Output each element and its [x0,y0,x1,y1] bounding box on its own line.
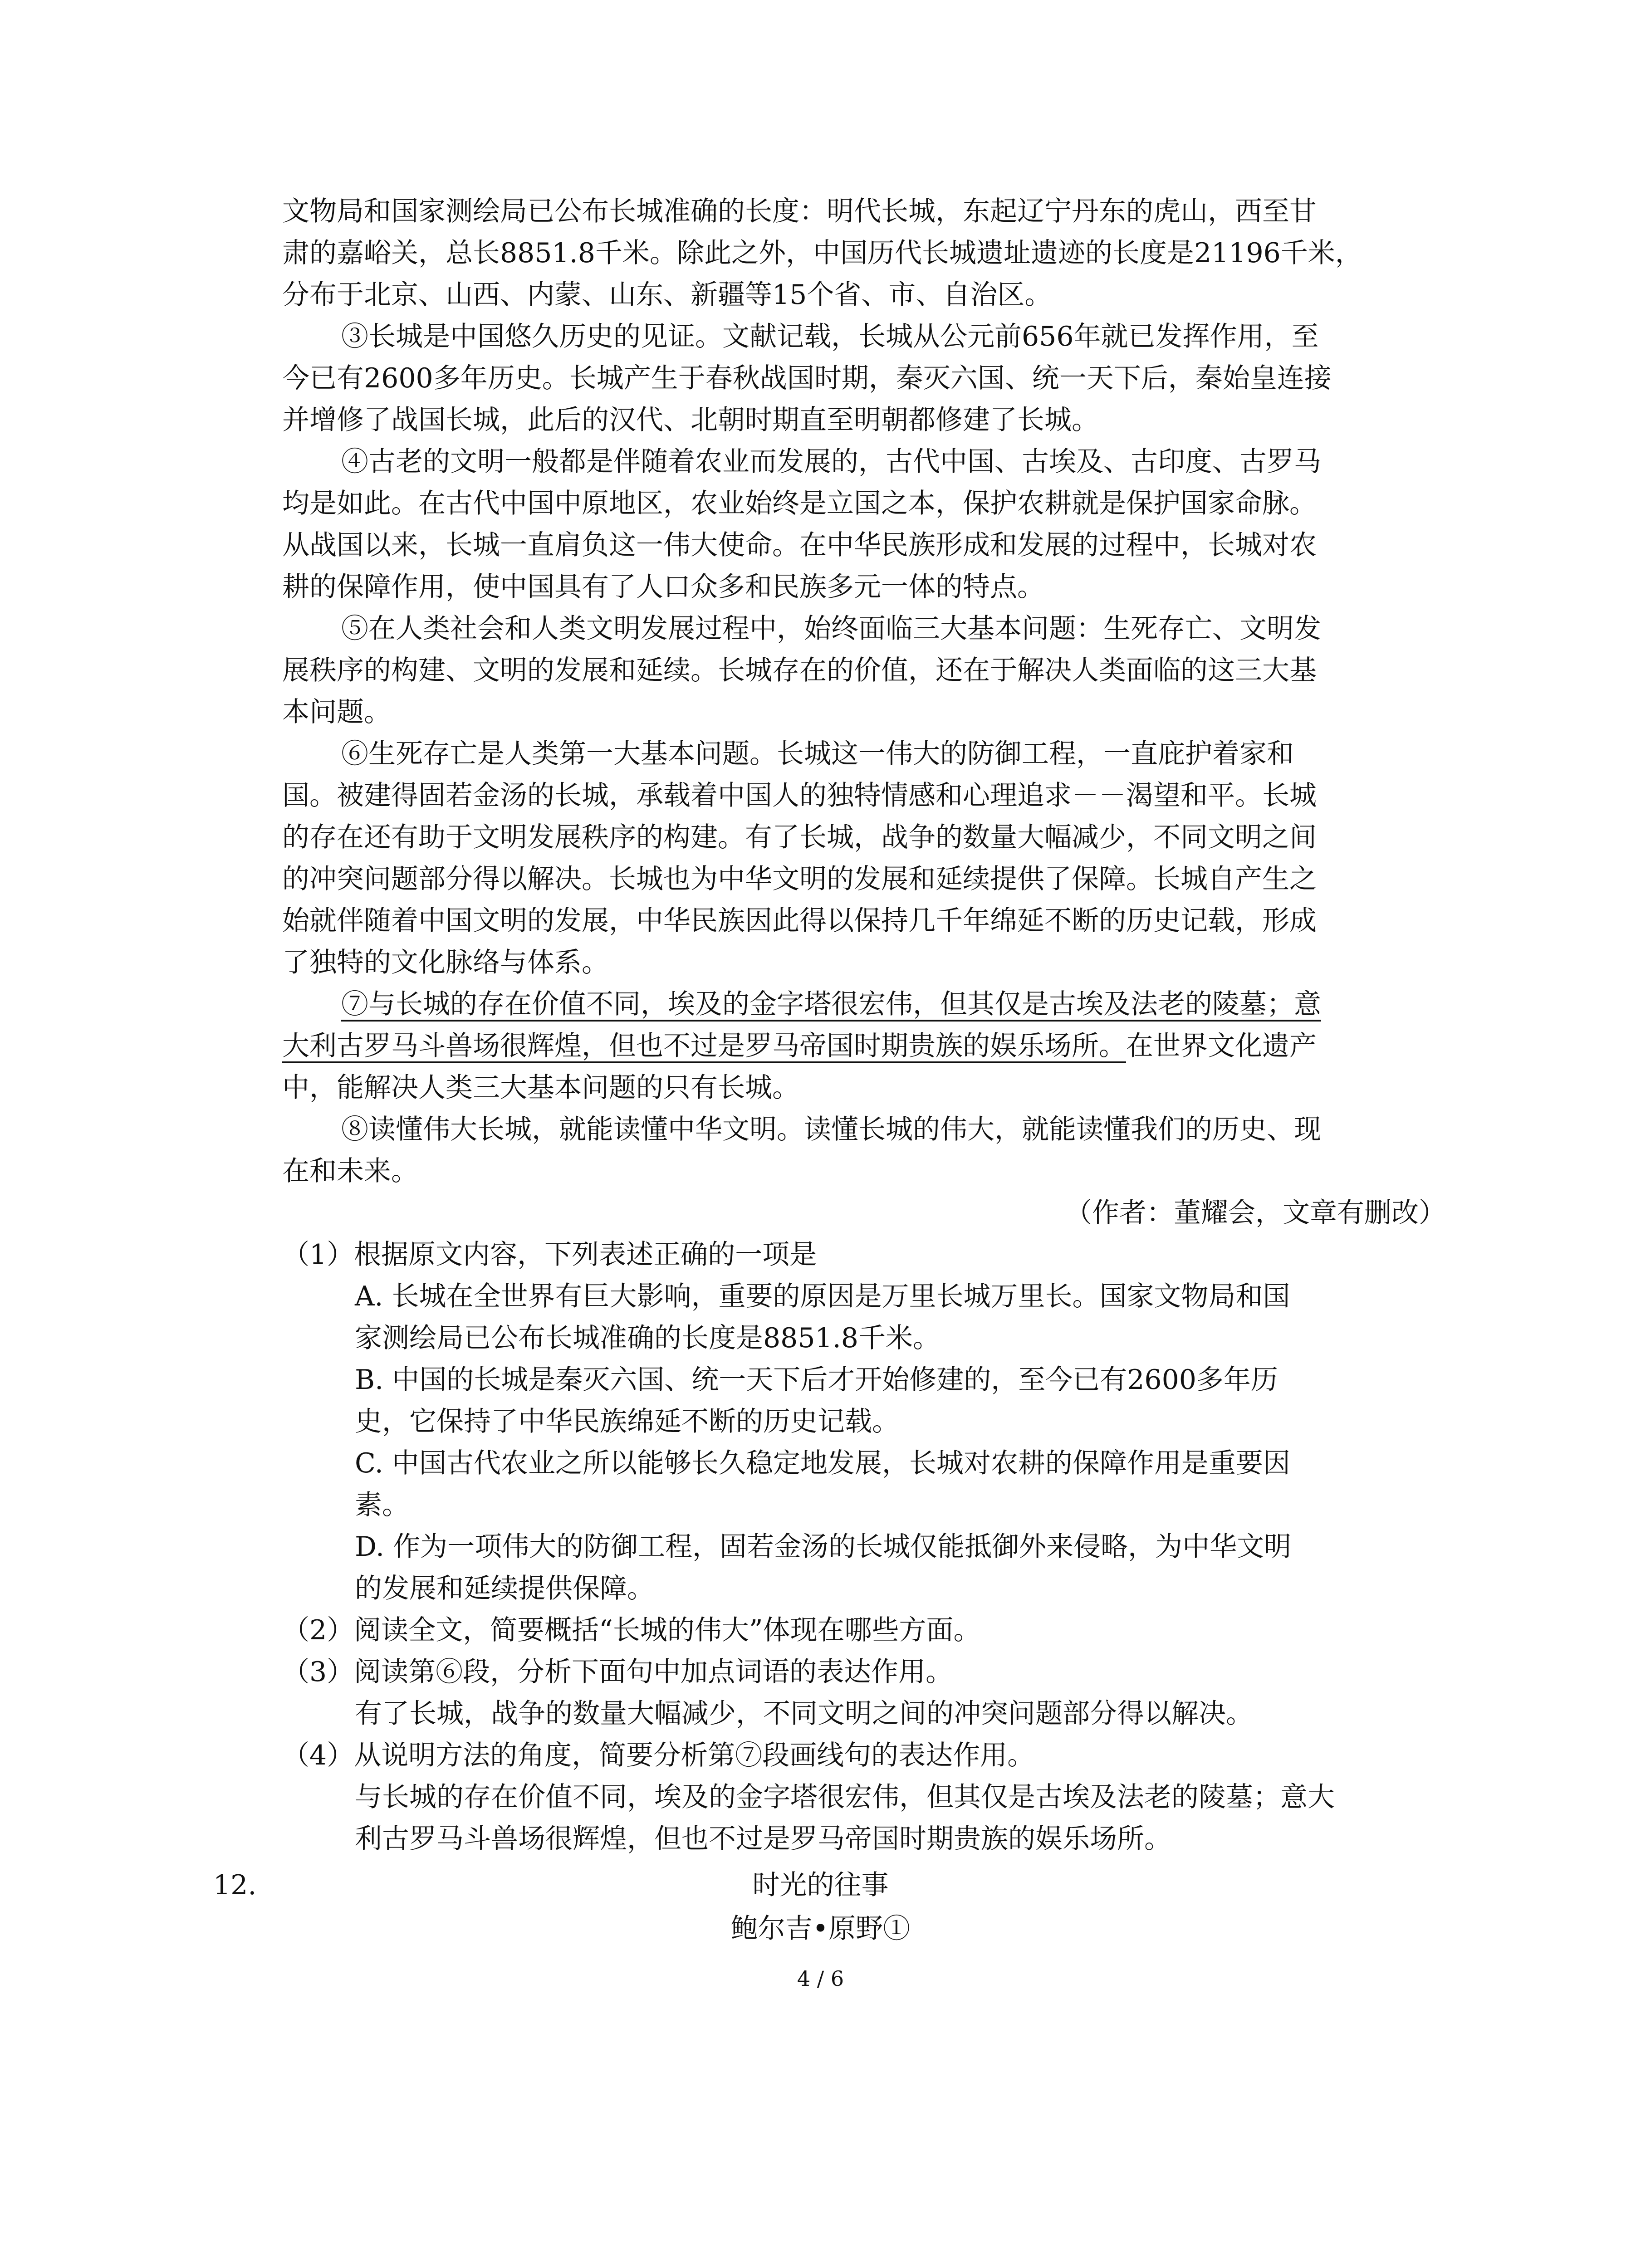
question-4-quote-cont: 利古罗马斗兽场很辉煌，但也不过是罗马帝国时期贵族的娱乐场所。 [355,1823,1171,1855]
passage-line: 中，能解决人类三大基本问题的只有长城。 [282,1072,799,1104]
option-c: C. 中国古代农业之所以能够长久稳定地发展，长城对农耕的保障作用是重要因 [355,1447,1290,1479]
question-4-quote: 与长城的存在价值不同，埃及的金字塔很宏伟，但其仅是古埃及法老的陵墓；意大 [355,1781,1335,1813]
passage-line: 在和未来。 [282,1155,418,1187]
paragraph-4-start: ④古老的文明一般都是伴随着农业而发展的，古代中国、古埃及、古印度、古罗马 [341,446,1321,478]
option-a-cont: 家测绘局已公布长城准确的长度是8851.8千米。 [355,1322,940,1354]
paragraph-5-start: ⑤在人类社会和人类文明发展过程中，始终面临三大基本问题：生死存亡、文明发 [341,613,1321,645]
question-3-quote: 有了长城，战争的数量大幅减少，不同文明之间的冲突问题部分得以解决。 [355,1698,1253,1730]
story-title: 时光的往事 [752,1869,889,1901]
passage-line: 展秩序的构建、文明的发展和延续。长城存在的价值，还在于解决人类面临的这三大基 [282,655,1317,686]
question-4: （4）从说明方法的角度，简要分析第⑦段画线句的表达作用。 [282,1740,1035,1771]
author-credit: （作者：董耀会，文章有删改） [1065,1197,1446,1229]
item-number: 12. [213,1869,257,1901]
passage-line: 分布于北京、山西、内蒙、山东、新疆等15个省、市、自治区。 [282,279,1052,311]
underlined-sentence: 大利古罗马斗兽场很辉煌，但也不过是罗马帝国时期贵族的娱乐场所。 [282,1030,1126,1062]
passage-line: 的存在还有助于文明发展秩序的构建。有了长城，战争的数量大幅减少，不同文明之间 [282,821,1317,853]
question-3: （3）阅读第⑥段，分析下面句中加点词语的表达作用。 [282,1656,953,1688]
passage-line: 本问题。 [282,696,391,728]
paragraph-7-underlined-line: ⑦与长城的存在价值不同，埃及的金字塔很宏伟，但其仅是古埃及法老的陵墓；意 [341,988,1321,1020]
page-number: 4 / 6 [797,1966,844,1991]
passage-line: 了独特的文化脉络与体系。 [282,947,609,978]
passage-text: 在世界文化遗产 [1126,1030,1317,1062]
paragraph-8-start: ⑧读懂伟大长城，就能读懂中华文明。读懂长城的伟大，就能读懂我们的历史、现 [341,1114,1321,1145]
option-d: D. 作为一项伟大的防御工程，固若金汤的长城仅能抵御外来侵略，为中华文明 [355,1531,1292,1563]
passage-line: 文物局和国家测绘局已公布长城准确的长度：明代长城，东起辽宁丹东的虎山，西至甘 [282,196,1317,227]
passage-line: 的冲突问题部分得以解决。长城也为中华文明的发展和延续提供了保障。长城自产生之 [282,863,1317,895]
passage-line: 耕的保障作用，使中国具有了人口众多和民族多元一体的特点。 [282,571,1044,603]
option-c-cont: 素。 [355,1489,409,1521]
story-author: 鲍尔吉•原野① [730,1913,911,1945]
paragraph-3-start: ③长城是中国悠久历史的见证。文献记载，长城从公元前656年就已发挥作用，至 [341,321,1319,352]
option-b: B. 中国的长城是秦灭六国、统一天下后才开始修建的，至今已有2600多年历 [355,1364,1278,1396]
option-a: A. 长城在全世界有巨大影响，重要的原因是万里长城万里长。国家文物局和国 [355,1281,1290,1312]
passage-line: 国。被建得固若金汤的长城，承载着中国人的独特情感和心理追求－－渴望和平。长城 [282,780,1317,811]
passage-line: 均是如此。在古代中国中原地区，农业始终是立国之本，保护农耕就是保护国家命脉。 [282,488,1317,519]
option-d-cont: 的发展和延续提供保障。 [355,1573,654,1604]
passage-line: 今已有2600多年历史。长城产生于春秋战国时期，秦灭六国、统一天下后，秦始皇连接 [282,362,1332,394]
question-1: （1）根据原文内容，下列表述正确的一项是 [282,1239,817,1271]
passage-line: 始就伴随着中国文明的发展，中华民族因此得以保持几千年绵延不断的历史记载，形成 [282,905,1317,937]
paragraph-6-start: ⑥生死存亡是人类第一大基本问题。长城这一伟大的防御工程，一直庇护着家和 [341,738,1294,770]
option-b-cont: 史，它保持了中华民族绵延不断的历史记载。 [355,1406,899,1437]
passage-line: 并增修了战国长城，此后的汉代、北朝时期直至明朝都修建了长城。 [282,404,1099,436]
passage-line: 从战国以来，长城一直肩负这一伟大使命。在中华民族形成和发展的过程中，长城对农 [282,529,1317,561]
question-2: （2）阅读全文，简要概括“长城的伟大”体现在哪些方面。 [282,1614,981,1646]
passage-line: 肃的嘉峪关，总长8851.8千米。除此之外，中国历代长城遗址遗迹的长度是21196千米， [282,237,1362,269]
paragraph-7-line-2 [282,1025,1317,1067]
